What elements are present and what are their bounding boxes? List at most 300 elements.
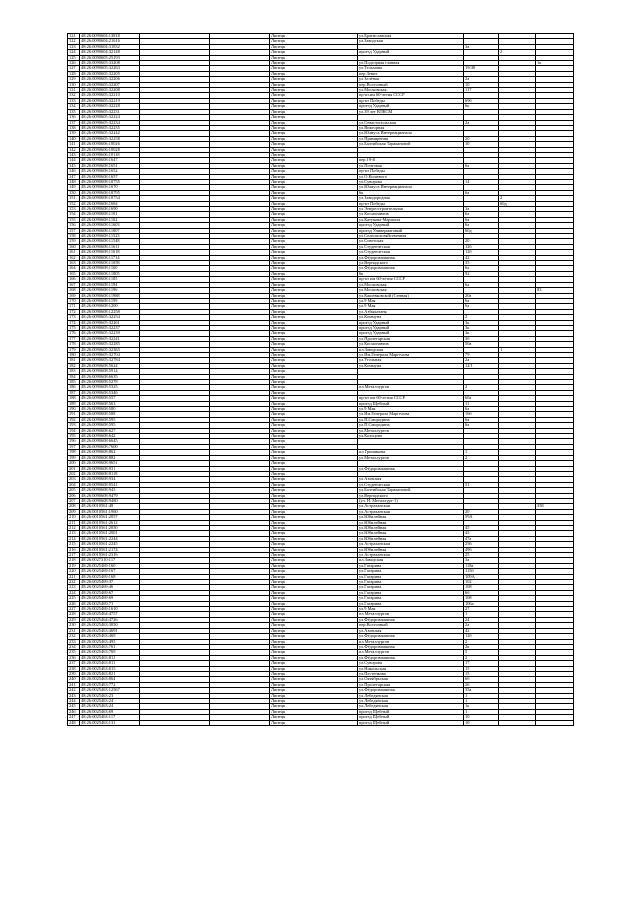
street-cell: проезд Щебный xyxy=(358,720,464,725)
cadastral-number-cell: 48:26:0010561:2057 xyxy=(80,515,140,520)
building-cell: 60д xyxy=(499,201,536,206)
row-number-cell: 248 xyxy=(68,720,80,725)
street-cell: ул.Московская xyxy=(358,88,464,93)
row-number-cell: 152 xyxy=(68,201,80,206)
cadastral-number-cell: 48:26:0025469:167 xyxy=(80,569,140,574)
cadastral-number-cell: 48:26:0090608:557 xyxy=(80,396,140,401)
locality-cell: Липецк xyxy=(270,612,358,617)
street-cell: ул.Братиславская xyxy=(358,34,464,39)
row-number-cell: 187 xyxy=(68,390,80,395)
locality-cell: Липецк xyxy=(270,207,358,212)
row-number-cell: 231 xyxy=(68,628,80,633)
locality-cell: Липецк xyxy=(270,315,358,320)
street-cell: пр-кт им 60-летия СССР xyxy=(358,396,464,401)
cadastral-number-cell: 48:26:0025463:3050 xyxy=(80,623,140,628)
house-number-cell: 51 xyxy=(464,482,499,487)
cadastral-number-cell: 48:26:0090608:943 xyxy=(80,488,140,493)
locality-cell: Липецк xyxy=(270,250,358,255)
cadastral-number-cell: 48:26:0090608:6635 xyxy=(80,374,140,379)
row-number-cell: 165 xyxy=(68,271,80,276)
row-number-cell: 129 xyxy=(68,77,80,82)
locality-cell: Липецк xyxy=(270,607,358,612)
cadastral-number-cell: 48:26:0090608:11807 xyxy=(80,228,140,233)
cadastral-number-cell: 48:26:0090605:32231 xyxy=(80,109,140,114)
row-number-cell: 181 xyxy=(68,358,80,363)
locality-cell: Липецк xyxy=(270,698,358,703)
locality-cell: Липецк xyxy=(270,147,358,152)
locality-cell: Липецк xyxy=(270,325,358,330)
row-number-cell: 204 xyxy=(68,482,80,487)
locality-cell: Липецк xyxy=(270,450,358,455)
row-number-cell: 173 xyxy=(68,315,80,320)
house-number-cell: 20 xyxy=(464,239,499,244)
street-cell: ул.Астраханская xyxy=(358,542,464,547)
registry-table xyxy=(67,33,574,726)
locality-cell: Липецк xyxy=(270,55,358,60)
row-number-cell: 143 xyxy=(68,152,80,157)
street-cell: ул.Подгорная главная xyxy=(358,61,464,66)
street-cell: пл.Металлургов xyxy=(358,650,464,655)
locality-cell: Липецк xyxy=(270,185,358,190)
locality-cell: Липецк xyxy=(270,482,358,487)
house-number-cell: 6а xyxy=(464,298,499,303)
row-number-cell: 141 xyxy=(68,142,80,147)
cadastral-number-cell: 48:26:0025463:131 xyxy=(80,720,140,725)
cadastral-number-cell: 48:26:0090608:5914 xyxy=(80,369,140,374)
row-number-cell: 213 xyxy=(68,531,80,536)
house-number-cell: 6а xyxy=(464,223,499,228)
house-number-cell: 6а xyxy=(464,212,499,217)
cadastral-number-cell: 48:26:0025469:1610 xyxy=(80,607,140,612)
cadastral-number-cell: 48:26:0090608:642 xyxy=(80,434,140,439)
row-number-cell: 210 xyxy=(68,515,80,520)
street-cell: ул.Фёдоровпашная xyxy=(358,688,464,693)
column-4-cell xyxy=(210,720,270,725)
cadastral-number-cell: 48:26:0090608:6645 xyxy=(80,439,140,444)
locality-cell: Липецк xyxy=(270,380,358,385)
street-cell: ул.Гагарина xyxy=(358,590,464,595)
locality-cell: Липецк xyxy=(270,569,358,574)
street-cell: ул.39 лет ВЛКСМ xyxy=(358,109,464,114)
cadastral-number-cell: 48:26:0090608:12258 xyxy=(80,309,140,314)
cadastral-number-cell: 48:26:0025463:864 xyxy=(80,677,140,682)
locality-cell: Липецк xyxy=(270,115,358,120)
house-number-cell: 3а xyxy=(464,44,499,49)
row-number-cell: 162 xyxy=(68,255,80,260)
house-number-cell: 10 xyxy=(464,720,499,725)
locality-cell: Липецк xyxy=(270,720,358,725)
house-number-cell: 69б xyxy=(464,98,499,103)
locality-cell: Липецк xyxy=(270,525,358,530)
street-cell: ул.Почтовая xyxy=(358,163,464,168)
locality-cell: Липецк xyxy=(270,666,358,671)
street-cell: проезд Щебный xyxy=(358,709,464,714)
street-cell: ул.9 Мая xyxy=(358,304,464,309)
street-cell: ул.Студенческая xyxy=(358,244,464,249)
cadastral-number-cell: 48:26:0010561:2174 xyxy=(80,547,140,552)
row-number-cell: 177 xyxy=(68,336,80,341)
row-number-cell: 174 xyxy=(68,320,80,325)
cadastral-number-cell: 48:26:0090605:32258 xyxy=(80,136,140,141)
street-cell: ул.Юбилейная xyxy=(358,547,464,552)
locality-cell: Липецк xyxy=(270,574,358,579)
street-cell: ул.Фёдоровпашная xyxy=(358,655,464,660)
cadastral-number-cell: 48:26:0090608:11058 xyxy=(80,261,140,266)
house-number-cell: 92 xyxy=(464,271,499,276)
cadastral-number-cell: 48:26:0025463:469 xyxy=(80,634,140,639)
locality-cell: Липецк xyxy=(270,131,358,136)
street-cell: ул.Кольцова xyxy=(358,434,464,439)
street-cell: ул.9 Мая xyxy=(358,298,464,303)
row-number-cell: 192 xyxy=(68,417,80,422)
house-number-cell: 3к xyxy=(464,331,499,336)
street-cell: пер.19-й xyxy=(358,158,464,163)
street-cell: ул.Фёдоровпашная xyxy=(358,466,464,471)
cadastral-number-cell: 48:26:0090608:1684 xyxy=(80,201,140,206)
street-cell: ул.Азовская xyxy=(358,477,464,482)
street-cell: ул.Космонавтов xyxy=(358,342,464,347)
house-number-cell: 3к xyxy=(464,320,499,325)
street-cell: 6к xyxy=(358,271,464,276)
street-cell: пл.Металлургов xyxy=(358,639,464,644)
street-cell: ул.Им.Генерала Маргелова xyxy=(358,352,464,357)
house-number-cell: 19/48 xyxy=(464,66,499,71)
locality-cell: Липецк xyxy=(270,542,358,547)
street-cell: ул.Балтийская Таракановой xyxy=(358,142,464,147)
locality-cell: Липецк xyxy=(270,396,358,401)
cadastral-number-cell: 48:26:0025464:4757 xyxy=(80,612,140,617)
street-cell: ул.Юбилейная xyxy=(358,525,464,530)
street-cell: ул.Зелёная xyxy=(358,77,464,82)
house-number-cell: 1 xyxy=(464,450,499,455)
cadastral-number-cell: 48:26:0010561:2001 xyxy=(80,531,140,536)
locality-cell: Липецк xyxy=(270,520,358,525)
locality-cell: Липецк xyxy=(270,401,358,406)
street-cell: ул.Гагарина xyxy=(358,601,464,606)
street-cell: ул.Примирения xyxy=(358,136,464,141)
row-number-cell: 195 xyxy=(68,434,80,439)
locality-cell: Липецк xyxy=(270,39,358,44)
locality-cell: Липецк xyxy=(270,601,358,606)
street-cell: пер.Восточный xyxy=(358,82,464,87)
row-number-cell: 238 xyxy=(68,666,80,671)
cadastral-number-cell: 48:26:0090608:1199 xyxy=(80,298,140,303)
house-number-cell: 108 xyxy=(464,585,499,590)
street-cell: ул.9 Мая xyxy=(358,407,464,412)
cadastral-number-cell: 48:26:0025463:821 xyxy=(80,671,140,676)
locality-cell: Липецк xyxy=(270,358,358,363)
street-cell: ул.Энергостроительная xyxy=(358,207,464,212)
street-cell: проезд Ударный xyxy=(358,320,464,325)
house-number-cell: 3а xyxy=(464,558,499,563)
locality-cell: Липецк xyxy=(270,298,358,303)
street-cell: ул.Азбыкатаня xyxy=(358,309,464,314)
street-cell: ул.Коммуна xyxy=(358,315,464,320)
house-number-cell: 2 xyxy=(464,385,499,390)
locality-cell: Липецк xyxy=(270,531,358,536)
cadastral-number-cell: 48:26:0090608:9541 xyxy=(80,482,140,487)
house-number-cell: 2а xyxy=(464,358,499,363)
cadastral-number-cell: 48:26:0025469:67 xyxy=(80,590,140,595)
street-cell: ул.Балтийская Таракановой xyxy=(358,488,464,493)
cadastral-number-cell: 48:26:0090608:5278 xyxy=(80,380,140,385)
house-number-cell: 6к xyxy=(464,104,499,109)
house-number-cell: 45 xyxy=(464,525,499,530)
locality-cell: Липецк xyxy=(270,223,358,228)
row-number-cell: 138 xyxy=(68,125,80,130)
house-number-cell: 10 xyxy=(464,142,499,147)
street-cell: пр-кт Победы xyxy=(358,169,464,174)
house-number-cell: 2 xyxy=(464,315,499,320)
street-cell: ул.Металлургов xyxy=(358,455,464,460)
row-number-cell: 134 xyxy=(68,104,80,109)
house-number-cell: 12б xyxy=(464,244,499,249)
street-cell: пр-кт Победы xyxy=(358,98,464,103)
row-number-cell: 224 xyxy=(68,590,80,595)
row-number-cell: 149 xyxy=(68,185,80,190)
cadastral-number-cell: 48:26:0090604:32148 xyxy=(80,50,140,55)
cadastral-number-cell: 48:26:0090605:32261 xyxy=(80,320,140,325)
locality-cell: Липецк xyxy=(270,493,358,498)
cadastral-number-cell: 48:26:0025469:46 xyxy=(80,585,140,590)
row-number-cell: 239 xyxy=(68,671,80,676)
street-cell: ул.Астраханская xyxy=(358,504,464,509)
locality-cell: Липецк xyxy=(270,66,358,71)
locality-cell: Липецк xyxy=(270,309,358,314)
locality-cell: Липецк xyxy=(270,244,358,249)
row-number-cell: 244 xyxy=(68,698,80,703)
house-number-cell: 6а xyxy=(464,304,499,309)
street-cell: пр-кт.им 60-летия СССР xyxy=(358,93,464,98)
row-number-cell: 133 xyxy=(68,98,80,103)
locality-cell: Липецк xyxy=(270,434,358,439)
locality-cell: Липецк xyxy=(270,293,358,298)
street-cell: ул.Фёдоровпашная xyxy=(358,644,464,649)
row-number-cell: 155 xyxy=(68,217,80,222)
locality-cell: Липецк xyxy=(270,504,358,509)
house-number-cell: 2 xyxy=(464,655,499,660)
cadastral-number-cell: 48:26:0090608:862 xyxy=(80,450,140,455)
cadastral-number-cell: 48:26:0090608:595 xyxy=(80,417,140,422)
house-number-cell: 60а xyxy=(464,396,499,401)
cadastral-number-cell: 48:26:0025463:24 xyxy=(80,704,140,709)
cadastral-number-cell: 48:26:0090608:1160 xyxy=(80,266,140,271)
locality-cell: Липецк xyxy=(270,650,358,655)
cadastral-number-cell: 48:26:0090608:1194 xyxy=(80,282,140,287)
cadastral-number-cell: 48:26:0090604:13818 xyxy=(80,34,140,39)
cadastral-number-cell: 48:26:0090608:9651 xyxy=(80,461,140,466)
row-number-cell: 130 xyxy=(68,82,80,87)
locality-cell: Липецк xyxy=(270,163,358,168)
cadastral-number-cell: 48:26:0090605:32219 xyxy=(80,98,140,103)
apartment-cell: 358 xyxy=(536,504,574,509)
house-number-cell: 17 xyxy=(464,661,499,666)
locality-cell: Липецк xyxy=(270,704,358,709)
row-number-cell: 146 xyxy=(68,169,80,174)
row-number-cell: 199 xyxy=(68,455,80,460)
street-cell: ул.Катукова-Маршала xyxy=(358,217,464,222)
cadastral-number-cell: 48:26:0025463:4691 xyxy=(80,628,140,633)
cadastral-number-cell: 48:26:0025463:811 xyxy=(80,655,140,660)
cadastral-number-cell: 48:26:0025469:168 xyxy=(80,574,140,579)
cadastral-number-cell: 48:26:0010561:2050 xyxy=(80,525,140,530)
row-number-cell: 225 xyxy=(68,596,80,601)
cadastral-number-cell: 48:26:0090605:32239 xyxy=(80,331,140,336)
street-cell: ул.Гагарина xyxy=(358,569,464,574)
house-number-cell: 2а xyxy=(464,77,499,82)
street-cell: 6к xyxy=(358,190,464,195)
house-number-cell: 6а xyxy=(464,423,499,428)
cadastral-number-cell: 48:26:0090605:32206 xyxy=(80,77,140,82)
cadastral-number-cell: 48:26:0090608:1102 xyxy=(80,217,140,222)
locality-cell: Липецк xyxy=(270,390,358,395)
row-number-cell: 123 xyxy=(68,44,80,49)
cadastral-number-cell: 48:26:0025469:37 xyxy=(80,580,140,585)
locality-cell: Липецк xyxy=(270,580,358,585)
locality-cell: Липецк xyxy=(270,234,358,239)
locality-cell: Липецк xyxy=(270,709,358,714)
locality-cell: Липецк xyxy=(270,623,358,628)
locality-cell: Липецк xyxy=(270,120,358,125)
cadastral-number-cell: 48:26:0090608:11805 xyxy=(80,271,140,276)
cadastral-number-cell: 48:26:0025469:69 xyxy=(80,596,140,601)
row-number-cell: 220 xyxy=(68,569,80,574)
street-cell: проезд Ударный xyxy=(358,223,464,228)
street-cell: ул.Астраханская xyxy=(358,553,464,558)
street-cell: ул.Юбилейная xyxy=(358,531,464,536)
locality-cell: Липецк xyxy=(270,201,358,206)
row-number-cell: 211 xyxy=(68,520,80,525)
locality-cell: Липецк xyxy=(270,461,358,466)
locality-cell: Липецк xyxy=(270,217,358,222)
cadastral-number-cell: 48:26:0090608:5624 xyxy=(80,363,140,368)
house-number-cell: 2к xyxy=(464,644,499,649)
locality-cell: Липецк xyxy=(270,158,358,163)
street-cell: проезд Ударный xyxy=(358,331,464,336)
locality-cell: Липецк xyxy=(270,563,358,568)
row-number-cell: 229 xyxy=(68,617,80,622)
street-cell: ул.Гагарина xyxy=(358,580,464,585)
row-number-cell: 171 xyxy=(68,304,80,309)
locality-cell: Липецк xyxy=(270,352,358,357)
locality-cell: Липецк xyxy=(270,590,358,595)
house-number-cell: 118а xyxy=(464,563,499,568)
house-number-cell: 20 xyxy=(464,509,499,514)
house-number-cell: 10 xyxy=(464,715,499,720)
street-cell: ул.Вернадского xyxy=(358,261,464,266)
house-number-cell: 6б xyxy=(464,590,499,595)
locality-cell: Липецк xyxy=(270,428,358,433)
locality-cell: Липецк xyxy=(270,342,358,347)
cadastral-number-cell: 48:26:0090606:10118 xyxy=(80,152,140,157)
street-cell: ул.Юбилейная xyxy=(358,536,464,541)
locality-cell: Липецк xyxy=(270,282,358,287)
house-number-cell: 59А xyxy=(464,515,499,520)
cadastral-number-cell: 48:26:0025463:117 xyxy=(80,715,140,720)
cadastral-number-cell: 48:26:0090605:32285 xyxy=(80,342,140,347)
locality-cell: Липецк xyxy=(270,347,358,352)
building-cell: 2 xyxy=(499,50,536,55)
street-cell: ул.Севастопольская xyxy=(358,120,464,125)
row-number-cell: 243 xyxy=(68,693,80,698)
locality-cell: Липецк xyxy=(270,628,358,633)
registry-body xyxy=(68,34,574,726)
house-number-cell: 108 xyxy=(464,596,499,601)
cadastral-number-cell: 48:26:0090608:1647 xyxy=(80,158,140,163)
cadastral-number-cell: 48:26:0010561:2245 xyxy=(80,542,140,547)
street-cell: ул.Пролетарская xyxy=(358,336,464,341)
house-number-cell: 109А xyxy=(464,574,499,579)
row-number-cell: 168 xyxy=(68,288,80,293)
house-number-cell: 6б xyxy=(464,677,499,682)
row-number-cell: 122 xyxy=(68,39,80,44)
locality-cell: Липецк xyxy=(270,682,358,687)
document-page xyxy=(67,33,573,726)
house-number-cell: 27 xyxy=(464,607,499,612)
locality-cell: Липецк xyxy=(270,536,358,541)
locality-cell: Липецк xyxy=(270,212,358,217)
street-cell: проезд Ударный xyxy=(358,104,464,109)
street-cell: ул.Юбилейная xyxy=(358,520,464,525)
street-cell: ул.Пролетарская xyxy=(358,682,464,687)
locality-cell: Липецк xyxy=(270,466,358,471)
locality-cell: Липецк xyxy=(270,374,358,379)
house-number-cell: 256 xyxy=(464,542,499,547)
locality-cell: Липецк xyxy=(270,407,358,412)
cadastral-number-cell: 48:26:0090608:1690 xyxy=(80,207,140,212)
row-number-cell: 221 xyxy=(68,574,80,579)
street-cell: пер.Восточный xyxy=(358,623,464,628)
house-number-cell: 16б xyxy=(464,412,499,417)
cadastral-number-cell: 48:26:0090605:32704 xyxy=(80,352,140,357)
row-number-cell: 235 xyxy=(68,650,80,655)
cadastral-number-cell: 48:26:0025464:4726 xyxy=(80,617,140,622)
row-number-cell: 197 xyxy=(68,444,80,449)
house-number-cell: 2 xyxy=(464,455,499,460)
locality-cell: Липецк xyxy=(270,136,358,141)
house-number-cell: 6а xyxy=(464,266,499,271)
building-cell xyxy=(499,720,536,725)
row-number-cell: 189 xyxy=(68,401,80,406)
locality-cell: Липецк xyxy=(270,412,358,417)
locality-cell: Липецк xyxy=(270,71,358,76)
row-number-cell: 166 xyxy=(68,277,80,282)
row-number-cell: 207 xyxy=(68,498,80,503)
locality-cell: Липецк xyxy=(270,125,358,130)
row-number-cell: 145 xyxy=(68,163,80,168)
row-number-cell: 186 xyxy=(68,385,80,390)
house-number-cell: 6а xyxy=(464,282,499,287)
locality-cell: Липецк xyxy=(270,677,358,682)
locality-cell: Липецк xyxy=(270,477,358,482)
house-number-cell: 2а xyxy=(464,623,499,628)
row-number-cell: 142 xyxy=(68,147,80,152)
street-cell: ул.Юлиуса Интернационала xyxy=(358,131,464,136)
locality-cell: Липецк xyxy=(270,142,358,147)
row-number-cell: 164 xyxy=(68,266,80,271)
cadastral-number-cell: 48:26:0090608:10755 xyxy=(80,179,140,184)
house-number-cell: 2 xyxy=(464,639,499,644)
cadastral-number-cell: 48:26:0090605:32208 xyxy=(80,88,140,93)
cadastral-number-cell: 48:26:0090605:32228 xyxy=(80,104,140,109)
cadastral-number-cell: 48:26:0090606:10028 xyxy=(80,147,140,152)
locality-cell: Липецк xyxy=(270,174,358,179)
cadastral-number-cell: 48:26:0090604:21616 xyxy=(80,39,140,44)
row-number-cell: 160 xyxy=(68,244,80,249)
cadastral-number-cell: 48:26:0090608:1657 xyxy=(80,174,140,179)
locality-cell: Липецк xyxy=(270,179,358,184)
locality-cell: Липецк xyxy=(270,488,358,493)
